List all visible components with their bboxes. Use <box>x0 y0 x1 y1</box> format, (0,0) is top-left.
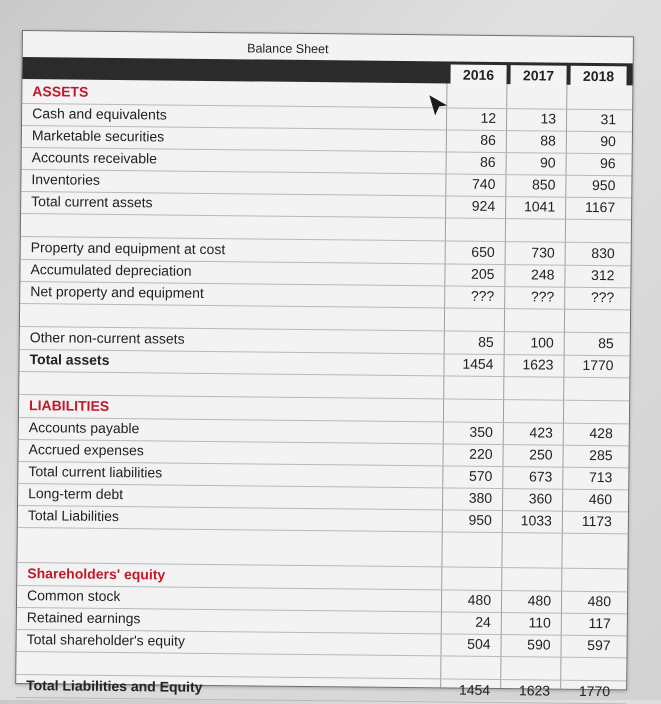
cell-value: 590 <box>507 636 551 652</box>
cell-value: 570 <box>448 467 492 483</box>
cell-value: 1623 <box>509 356 553 372</box>
year-2018-header: 2018 <box>570 66 626 87</box>
cell-value: 730 <box>511 244 555 260</box>
cell-value: 100 <box>510 334 554 350</box>
cell-value: 85 <box>570 335 614 351</box>
cell-value: 1041 <box>511 198 555 214</box>
row-label: Common stock <box>27 587 121 604</box>
row-label: ASSETS <box>32 83 88 100</box>
row-label: Total current liabilities <box>28 463 162 480</box>
cell-value: 713 <box>568 469 612 485</box>
cell-value: 480 <box>567 593 611 609</box>
cell-value: 650 <box>451 244 495 260</box>
cell-value: ??? <box>570 289 614 305</box>
row-label: Total Liabilities and Equity <box>26 677 202 695</box>
cell-value: 86 <box>452 132 496 148</box>
cell-value: ??? <box>510 288 554 304</box>
cell-value: 250 <box>509 446 553 462</box>
row-label: Total assets <box>29 351 109 368</box>
cell-value: 504 <box>447 635 491 651</box>
cell-value: 480 <box>447 591 491 607</box>
row-label: Total shareholder's equity <box>27 631 185 649</box>
cell-value: 86 <box>452 154 496 170</box>
row-label: Total current assets <box>31 193 153 210</box>
cell-value: ??? <box>450 287 494 303</box>
balance-table <box>23 31 633 37</box>
row-label: Other non-current assets <box>30 329 185 347</box>
row-label: Accounts payable <box>29 419 140 436</box>
cell-value: 740 <box>451 176 495 192</box>
cell-value: 85 <box>450 333 494 349</box>
row-label: Inventories <box>31 171 100 188</box>
cell-value: 460 <box>568 491 612 507</box>
cell-value: 312 <box>570 267 614 283</box>
cell-value: 830 <box>571 245 615 261</box>
cell-value: 380 <box>448 489 492 505</box>
cell-value: 24 <box>447 613 491 629</box>
row-label: Shareholders' equity <box>27 565 165 582</box>
cell-value: 1033 <box>508 512 552 528</box>
cell-value: 31 <box>572 111 616 127</box>
row-label: Long-term debt <box>28 485 123 502</box>
year-2017-header: 2017 <box>510 65 566 86</box>
row-label: Cash and equivalents <box>32 105 167 122</box>
row-label: Property and equipment at cost <box>31 239 226 257</box>
cell-value: 88 <box>512 132 556 148</box>
row-label: Retained earnings <box>27 609 141 626</box>
cell-value: 950 <box>448 511 492 527</box>
cell-value: 1623 <box>506 682 550 698</box>
cell-value: 285 <box>568 447 612 463</box>
row-label: Accumulated depreciation <box>30 261 191 279</box>
cell-value: 360 <box>508 490 552 506</box>
cell-value: 428 <box>569 425 613 441</box>
cell-value: 90 <box>512 154 556 170</box>
cell-value: 12 <box>452 110 496 126</box>
row-label: LIABILITIES <box>29 397 109 414</box>
cell-value: 1454 <box>446 681 490 697</box>
cell-value: 950 <box>571 177 615 193</box>
cell-value: 597 <box>567 637 611 653</box>
cell-value: 1770 <box>569 357 613 373</box>
cell-value: 13 <box>512 110 556 126</box>
mouse-pointer-icon <box>427 93 449 117</box>
row-label: Accounts receivable <box>32 149 157 166</box>
cell-value: 850 <box>511 176 555 192</box>
cell-value: 220 <box>449 445 493 461</box>
cell-value: 480 <box>507 592 551 608</box>
cell-value: 1167 <box>571 199 615 215</box>
sheet-title: Balance Sheet <box>23 39 633 59</box>
cell-value: 924 <box>451 198 495 214</box>
row-label: Net property and equipment <box>30 283 204 301</box>
cell-value: 1173 <box>568 513 612 529</box>
cell-value: 96 <box>572 155 616 171</box>
row-label: Total Liabilities <box>28 507 119 524</box>
cell-value: 248 <box>510 266 554 282</box>
year-2016-header: 2016 <box>450 64 506 85</box>
cell-value: 673 <box>508 468 552 484</box>
cell-value: 90 <box>572 133 616 149</box>
balance-sheet <box>15 30 634 690</box>
cell-value: 110 <box>507 614 551 630</box>
cell-value: 423 <box>509 424 553 440</box>
cell-value: 1770 <box>566 683 610 699</box>
cell-value: 117 <box>567 615 611 631</box>
row-label: Accrued expenses <box>29 441 144 458</box>
cell-value: 350 <box>449 423 493 439</box>
cell-value: 1454 <box>449 355 493 371</box>
row-label: Marketable securities <box>32 127 164 144</box>
cell-value: 205 <box>450 266 494 282</box>
